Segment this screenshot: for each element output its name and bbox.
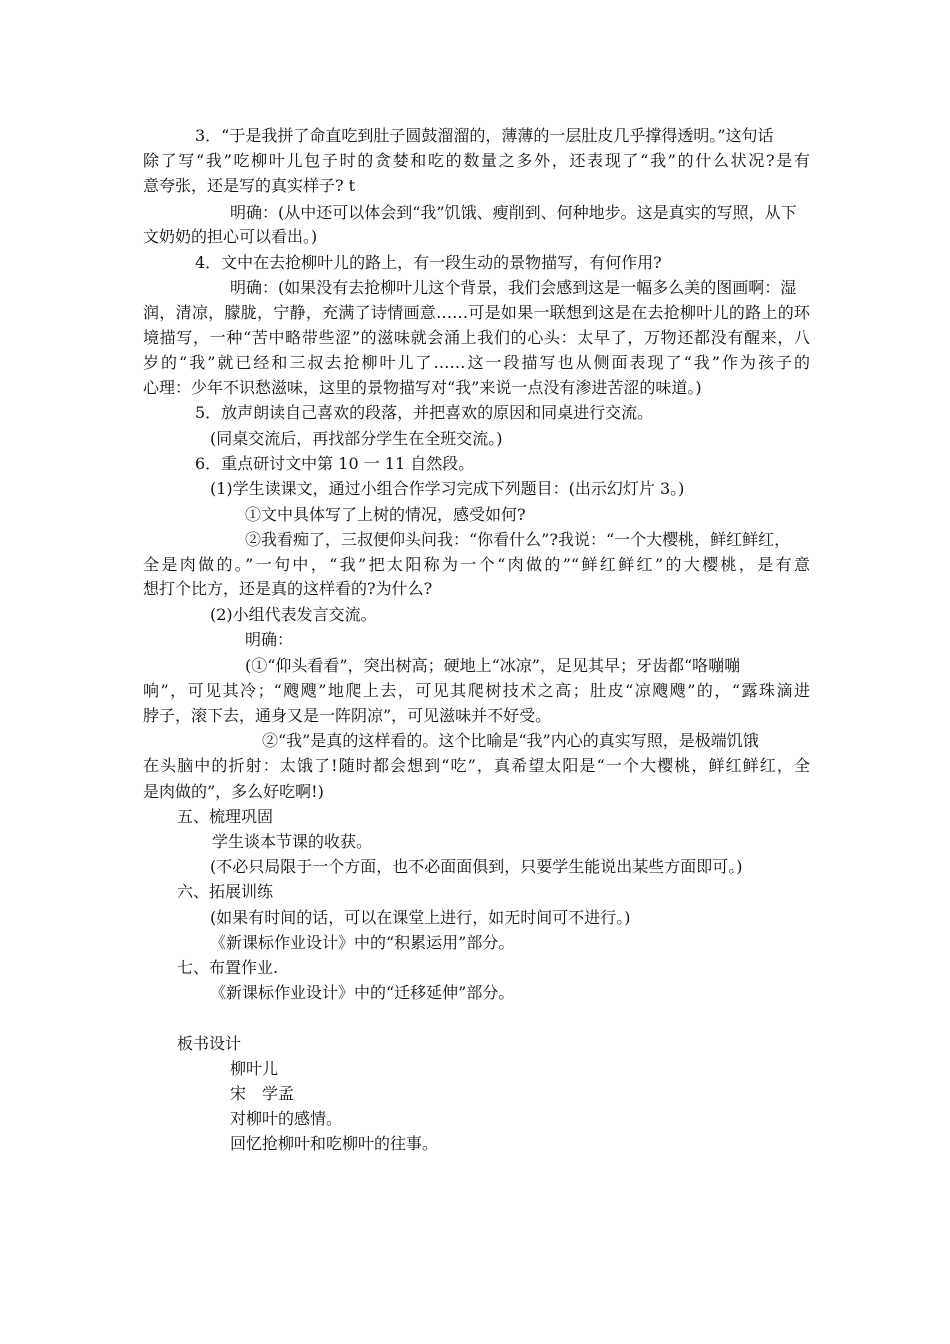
q6-item-2-line-1: ②我看痴了，三叔便仰头问我：“你看什么”?我说：“一个大樱桃，鲜红鲜红， xyxy=(245,530,791,549)
q4-answer-line-4: 岁的“我”就已经和三叔去抢柳叶儿了……这一段描写也从侧面表现了“我”作为孩子的 xyxy=(143,353,810,372)
q3-line-3: 意夸张，还是写的真实样子? t xyxy=(143,176,356,195)
q3-line-2: 除了写“我”吃柳叶儿包子时的贪婪和吃的数量之多外，还表现了“我”的什么状况?是有 xyxy=(143,151,810,170)
section-7-heading: 七、布置作业. xyxy=(177,958,279,977)
board-point-2: 回忆抢柳叶和吃柳叶的往事。 xyxy=(230,1134,439,1153)
section-6-note: (如果有时间的话，可以在课堂上进行，如无时间可不进行。) xyxy=(210,908,631,927)
board-author: 宋 学孟 xyxy=(230,1084,295,1103)
q6-line-1: 6．重点研讨文中第 10 一 11 自然段。 xyxy=(195,454,475,473)
section-6-heading: 六、拓展训练 xyxy=(177,882,274,901)
q4-line-1: 4．文中在去抢柳叶儿的路上，有一段生动的景物描写，有何作用? xyxy=(195,253,662,272)
q6-answer-2-line-2: 在头脑中的折射：太饿了!随时都会想到“吃”，真希望太阳是“一个大樱桃，鲜红鲜红，全 xyxy=(143,756,810,775)
board-title: 柳叶儿 xyxy=(230,1059,279,1078)
q3-answer-line-2: 文奶奶的担心可以看出。) xyxy=(143,227,318,246)
q6-item-2-line-2: 全是肉做的。”一句中，“我”把太阳称为一个“肉做的”“鲜红鲜红”的大樱桃，是有意 xyxy=(143,555,810,574)
q5-note: (同桌交流后，再找部分学生在全班交流。) xyxy=(210,429,503,448)
q6-answer-2-line-1: ②“我”是真的这样看的。这个比喻是“我”内心的真实写照，是极端饥饿 xyxy=(262,731,759,750)
q6-item-1: ①文中具体写了上树的情况，感受如何? xyxy=(245,505,526,524)
q6-item-2-line-3: 想打个比方，还是真的这样看的?为什么? xyxy=(143,579,433,598)
q6-part-2: (2)小组代表发言交流。 xyxy=(210,605,377,624)
q6-answer-1-line-3: 脖子，滚下去，通身又是一阵阴凉”，可见滋味并不好受。 xyxy=(143,706,552,725)
q6-part-1: (1)学生读课文，通过小组合作学习完成下列题目：(出示幻灯片 3。) xyxy=(210,479,685,498)
q3-line-1: 3．“于是我拼了命直吃到肚子圆鼓溜溜的，薄薄的一层肚皮几乎撑得透明。”这句话 xyxy=(195,126,774,145)
q6-answer-1-line-1: (①“仰头看看”，突出树高；硬地上“冰凉”，足见其早；牙齿都“咯嘣嘣 xyxy=(245,656,741,675)
section-7-line-1: 《新课标作业设计》中的“迁移延伸”部分。 xyxy=(210,983,515,1002)
q5-line-1: 5．放声朗读自己喜欢的段落，并把喜欢的原因和同桌进行交流。 xyxy=(195,403,654,422)
q6-answer-label: 明确： xyxy=(245,630,294,649)
q6-answer-1-line-2: 响”，可见其冷；“飕飕”地爬上去，可见其爬树技术之高；肚皮“凉飕飕”的，“露珠滴进 xyxy=(143,681,810,700)
q4-answer-line-3: 境描写，一种“苦中略带些涩”的滋味就会涌上我们的心头：太早了，万物还都没有醒来，八 xyxy=(143,328,810,347)
board-point-1: 对柳叶的感情。 xyxy=(230,1109,343,1128)
section-5-heading: 五、梳理巩固 xyxy=(177,807,274,826)
section-6-line-1: 《新课标作业设计》中的“积累运用”部分。 xyxy=(210,933,515,952)
q4-answer-line-2: 润，清凉，朦胧，宁静，充满了诗情画意……可是如果一联想到这是在去抢柳叶儿的路上的环 xyxy=(143,303,810,322)
q3-answer-line-1: 明确：(从中还可以体会到“我”饥饿、瘦削到、何种地步。这是真实的写照，从下 xyxy=(230,203,797,222)
section-5-line-1: 学生谈本节课的收获。 xyxy=(212,832,373,851)
q6-answer-2-line-3: 是肉做的”，多么好吃啊!) xyxy=(143,782,324,801)
section-5-note: (不必只局限于一个方面，也不必面面俱到，只要学生能说出某些方面即可。) xyxy=(210,857,743,876)
q4-answer-line-5: 心理：少年不识愁滋味，这里的景物描写对“我”来说一点没有渗进苦涩的味道。) xyxy=(143,378,702,397)
q4-answer-line-1: 明确：(如果没有去抢柳叶儿这个背景，我们会感到这是一幅多么美的图画啊：湿 xyxy=(230,278,797,297)
board-design-heading: 板书设计 xyxy=(177,1034,242,1053)
